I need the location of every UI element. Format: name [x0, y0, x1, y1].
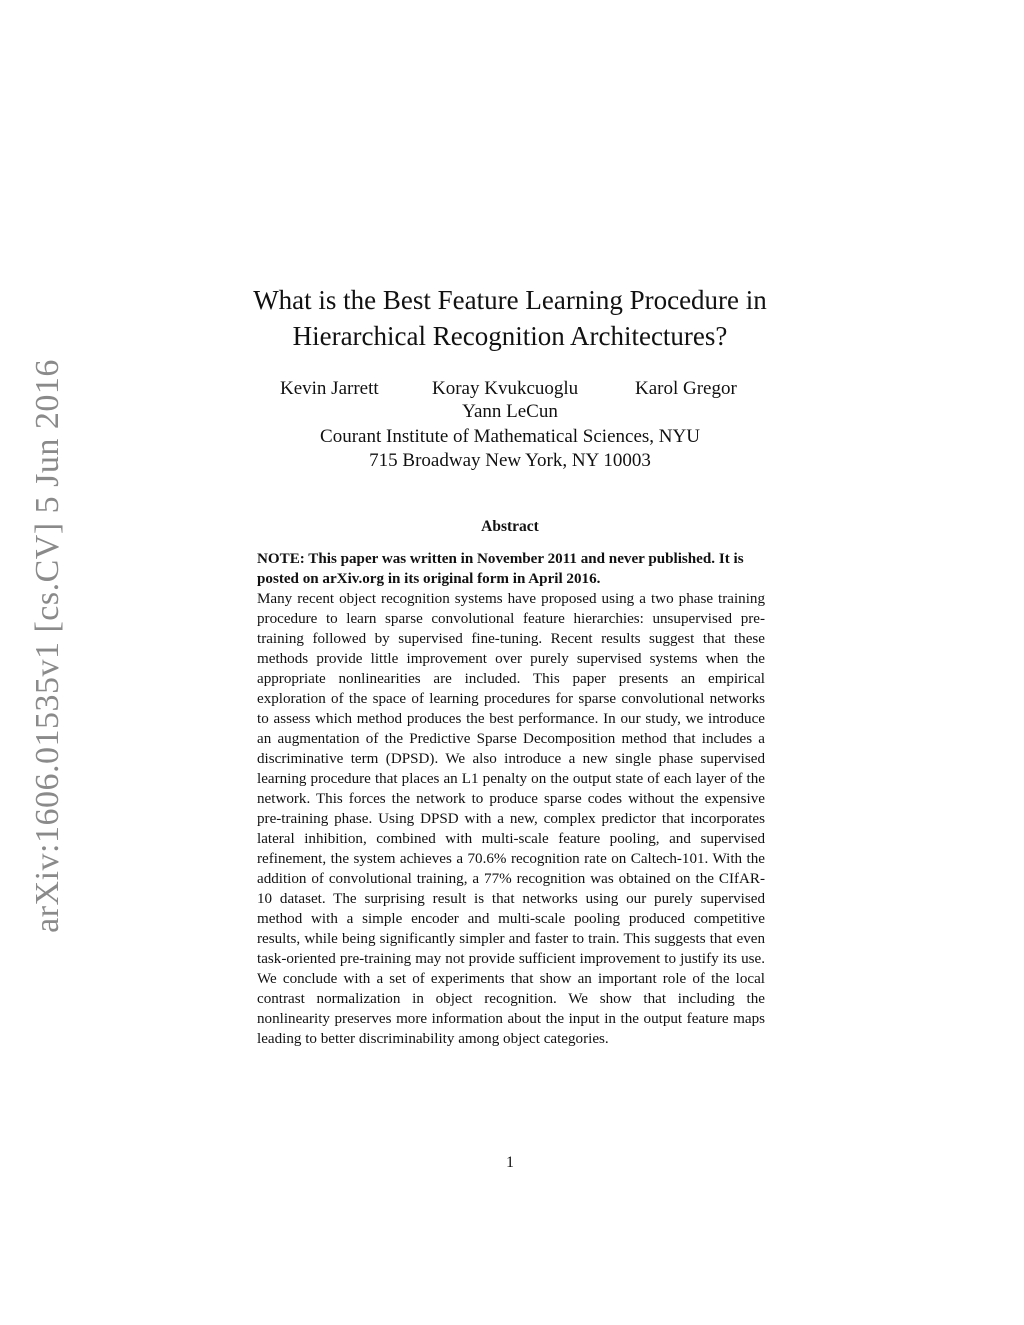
- author-name: Karol Gregor: [635, 378, 737, 399]
- page-number: 1: [506, 1154, 514, 1171]
- paper-title: What is the Best Feature Learning Procedure in Hierarchical Recognition Architectures?: [253, 285, 767, 351]
- abstract-body: Many recent object recognition systems have proposed using a two phase training procedure to learn sparse convolutional feature hierarchies: unsupervised pre-training followed by supervised fine-tuning. Recent results suggest that these methods provide little improvement over purely supervised systems when the appropriate nonlinearities are included. This paper presents an empirical exploration of the space of learning procedures for sparse convolutional networks to assess which method produces the best performance. In our study, we introduce an augmentation of the Predictive Sparse Decomposition method that includes a discriminative term (DPSD). We also introduce a new single phase supervised learning procedure that places an L1 penalty on the output state of each layer of the network. This forces the network to produce sparse codes without the expensive pre-training phase. Using DPSD with a new, complex predictor that incorporates lateral inhibition, combined with multi-scale feature pooling, and supervised refinement, the system achieves a 70.6% recognition rate on Caltech-101. With the addition of convolutional training, a 77% recognition was obtained on the CIfAR-10 dataset. The surprising result is that networks using our purely supervised method with a simple encoder and multi-scale pooling produced competitive results, while being significantly simpler and faster to train. This suggests that even task-oriented pre-training may not provide sufficient improvement to justify its use. We conclude with a set of experiments that show an important role of the local contrast normalization in object recognition. We show that including the nonlinearity preserves more information about the input in the output feature maps leading to better discriminability among object categories.: [257, 591, 765, 1047]
- author-block: [200, 400, 820, 474]
- arxiv-identifier: arXiv:1606.01535v1 [cs.CV] 5 Jun 2016: [29, 359, 66, 933]
- abstract-section: [257, 549, 765, 1049]
- affiliation: Courant Institute of Mathematical Sciences, NYU: [320, 425, 700, 447]
- publication-note: NOTE: This paper was written in November 2011 and never published. It is posted on arXiv.org in its original form in April 2016.: [257, 551, 744, 587]
- author-name: Kevin Jarrett: [280, 378, 379, 399]
- address: 715 Broadway New York, NY 10003: [369, 450, 651, 471]
- author-name: Yann LeCun: [462, 401, 558, 422]
- abstract-heading: Abstract: [481, 518, 539, 535]
- author-name: Koray Kvukcuoglu: [432, 378, 579, 399]
